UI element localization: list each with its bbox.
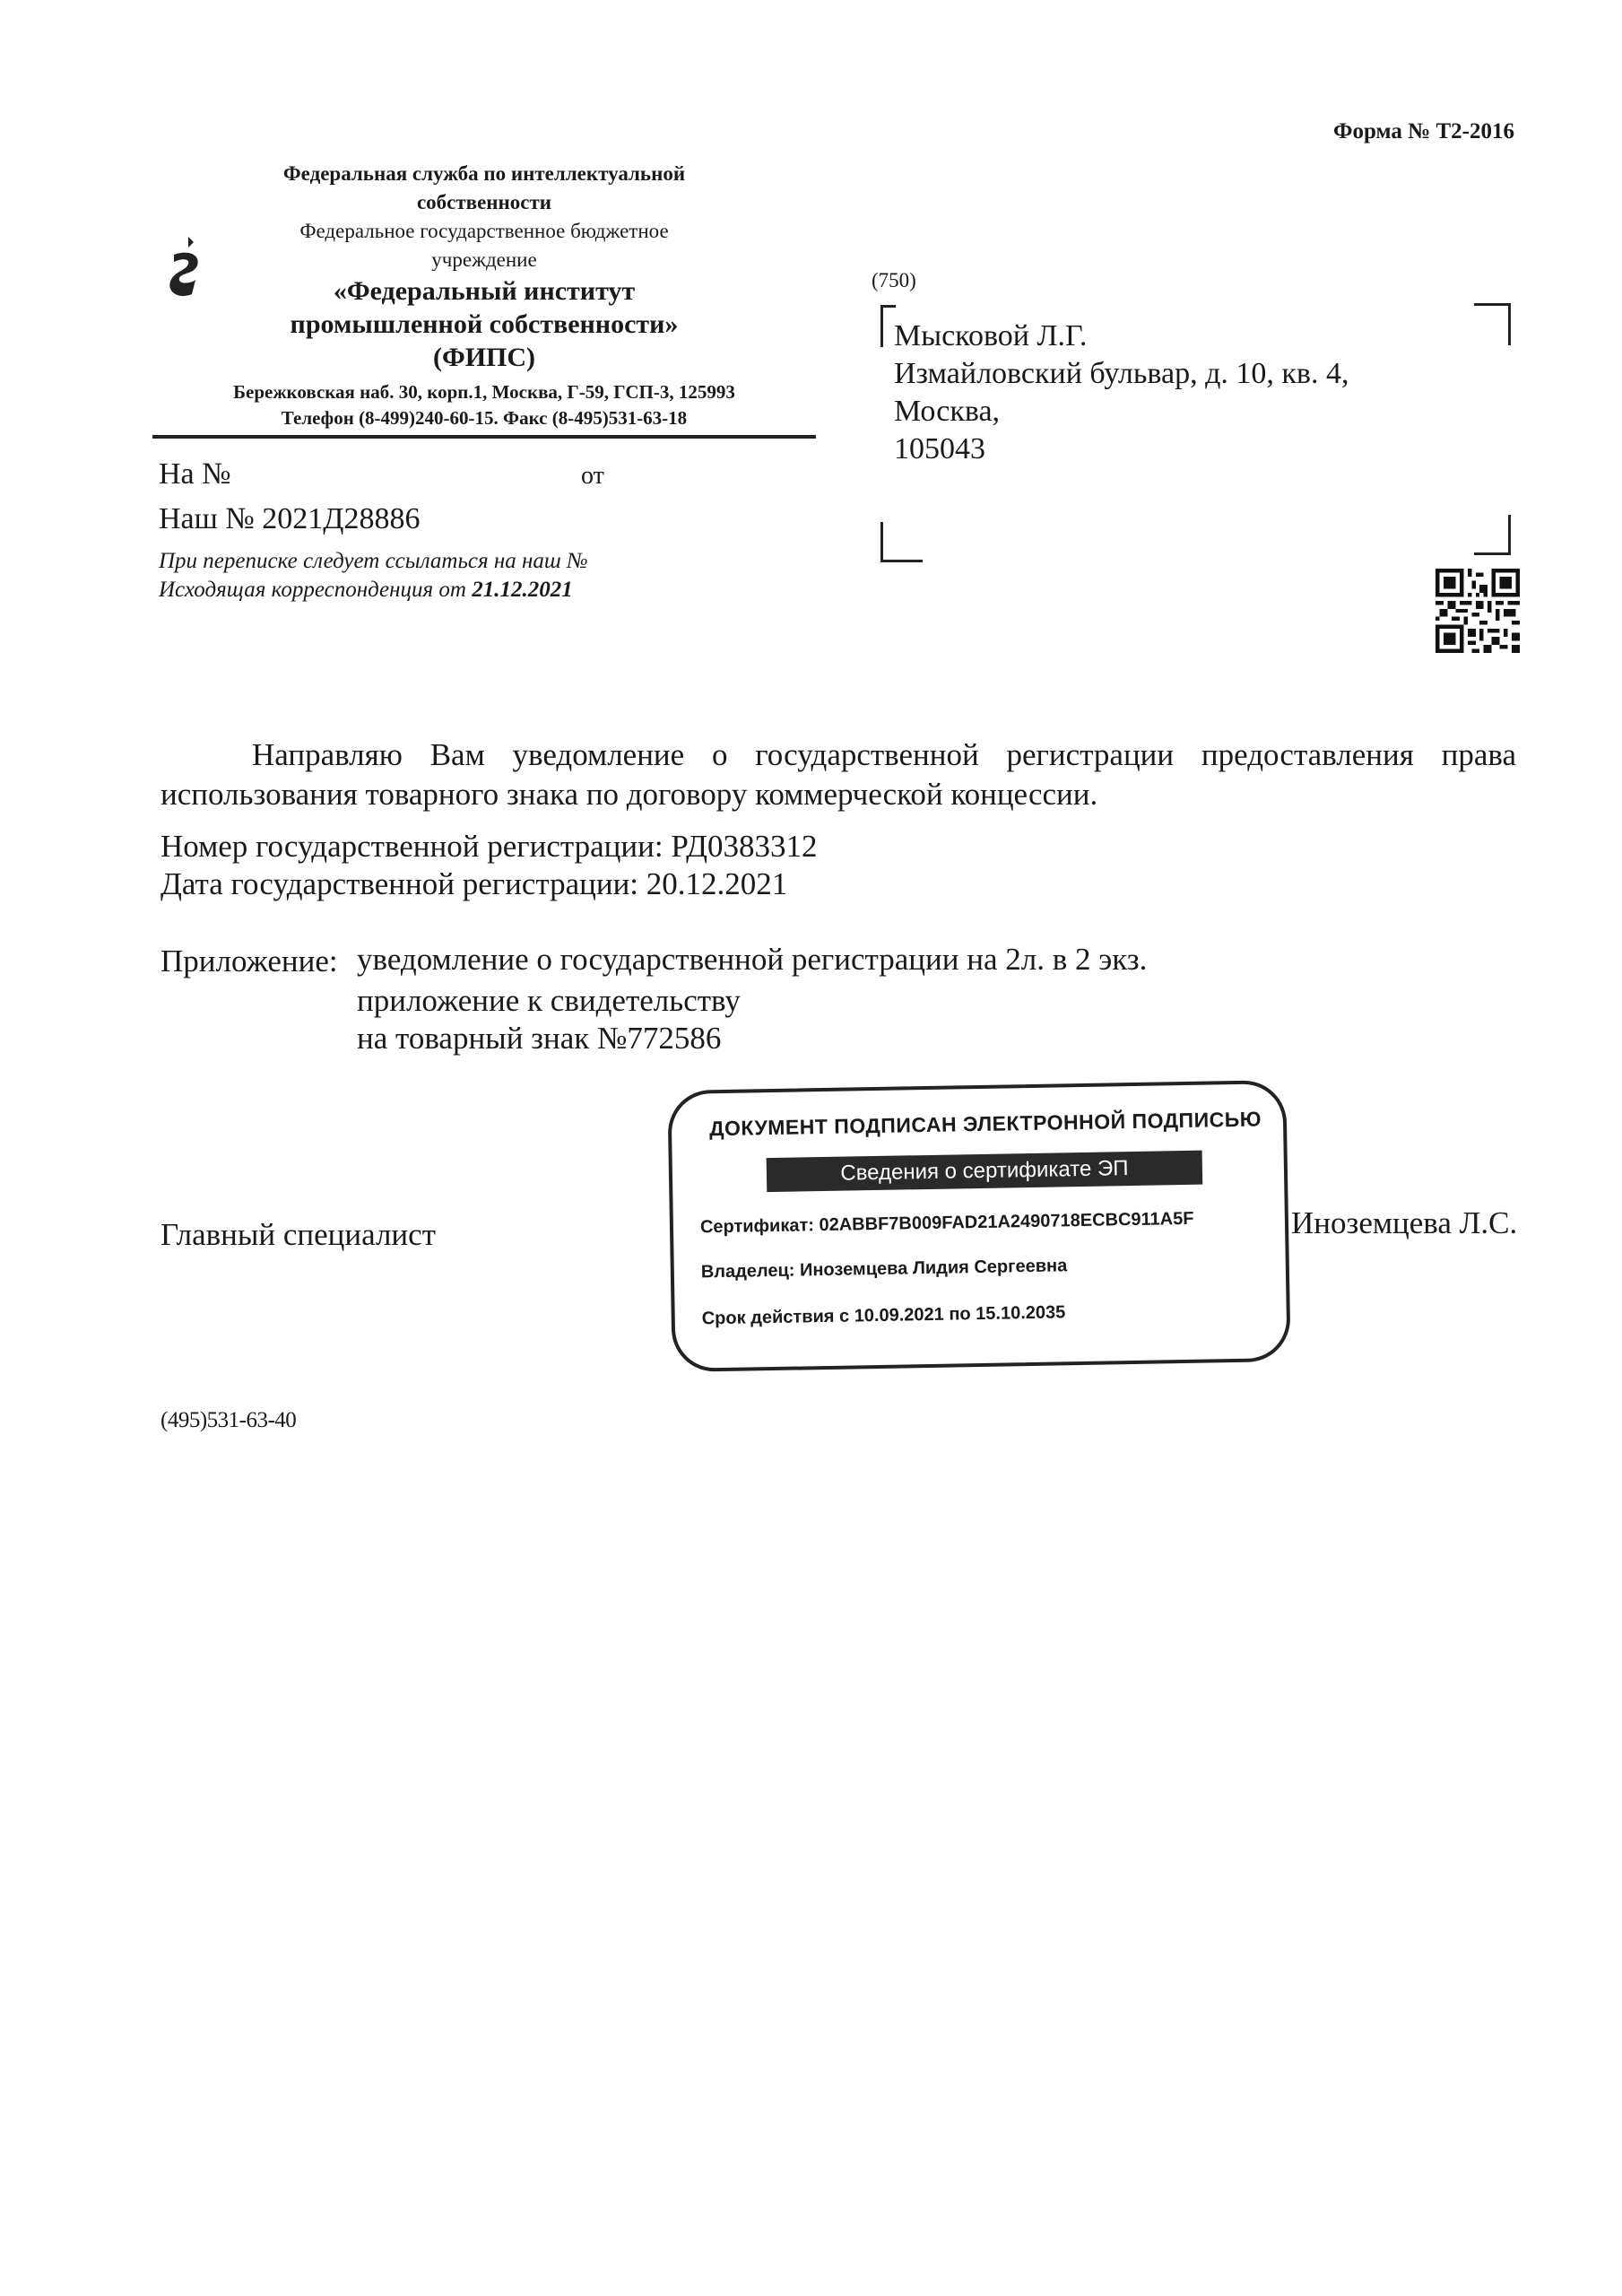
header-line2: собственности (416, 191, 552, 213)
attachment-item-1: уведомление о государственной регистрации на 2л. в 2 экз. (357, 942, 1148, 977)
registration-number: Номер государственной регистрации: РД0383312 (160, 829, 818, 864)
header-line3: Федеральное государственное бюджетное (299, 220, 669, 242)
ot-label: от (581, 462, 604, 490)
organization-header (152, 160, 816, 431)
address-corner-br (1474, 515, 1511, 555)
our-number: Наш № 2021Д28886 (159, 502, 421, 535)
owner-value: Иноземцева Лидия Сергеевна (799, 1256, 1068, 1281)
certificate-line (700, 1209, 1194, 1239)
validity-value: с 10.09.2021 по 15.10.2035 (838, 1302, 1066, 1326)
recipient-city: Москва, (894, 395, 1001, 428)
registration-date: Дата государственной регистрации: 20.12.2021 (160, 866, 788, 901)
header-phone: Телефон (8-499)240-60-15. Факс (8-495)531-63-18 (281, 407, 688, 429)
address-corner-bl (880, 522, 923, 562)
outgoing-date: 21.12.2021 (472, 578, 573, 602)
outgoing-date-note: Исходящая корреспонденция от 21.12.2021 (159, 578, 573, 602)
validity-label: Срок действия (701, 1306, 835, 1329)
institute-name-2: промышленной собственности» (290, 309, 679, 339)
recipient-address (894, 317, 1349, 468)
signer-position: Главный специалист (160, 1217, 436, 1252)
address-corner-tr (1474, 303, 1511, 345)
recipient-street: Измайловский бульвар, д. 10, кв. 4, (894, 357, 1349, 390)
form-number: Форма № Т2-2016 (1333, 119, 1514, 144)
header-line4: учреждение (431, 248, 537, 271)
owner-label: Владелец: (700, 1260, 795, 1283)
attachment-label: Приложение: (160, 944, 338, 978)
recipient-code: (750) (872, 269, 916, 291)
stamp-title: ДОКУМЕНТ ПОДПИСАН ЭЛЕКТРОННОЙ ПОДПИСЬЮ (708, 1107, 1262, 1141)
certificate-value: 02ABBF7B009FAD21A2490718ECBC911A5F (819, 1208, 1194, 1236)
certificate-label: Сертификат: (699, 1215, 815, 1238)
institute-name-1: «Федеральный институт (333, 276, 636, 306)
institute-name-3: (ФИПС) (432, 343, 536, 372)
na-no-label: На № (159, 457, 231, 491)
reference-note: При переписке следует ссылаться на наш № (159, 549, 588, 573)
validity-line (702, 1302, 1066, 1329)
recipient-postcode: 105043 (894, 432, 985, 465)
certificate-header: Сведения о сертификате ЭП (767, 1151, 1203, 1192)
attachment-item-2: приложение к свидетельству (357, 983, 741, 1018)
contact-phone: (495)531-63-40 (160, 1408, 297, 1432)
electronic-signature-stamp (667, 1080, 1290, 1372)
recipient-name: Мысковой Л.Г. (894, 319, 1088, 352)
header-address: Бережковская наб. 30, корп.1, Москва, Г-59, ГСП-3, 125993 (233, 381, 735, 403)
main-paragraph: Направляю Вам уведомление о государственной регистрации предоставления права использования товарного знака по договору коммерческой концессии. (160, 737, 1516, 812)
qr-code-icon (1436, 569, 1520, 653)
header-divider (152, 435, 816, 439)
owner-line (701, 1256, 1068, 1283)
signer-name: Иноземцева Л.С. (1291, 1205, 1518, 1240)
attachment-item-3: на товарный знак №772586 (357, 1021, 722, 1056)
header-line1: Федеральная служба по интеллектуальной (282, 162, 686, 185)
